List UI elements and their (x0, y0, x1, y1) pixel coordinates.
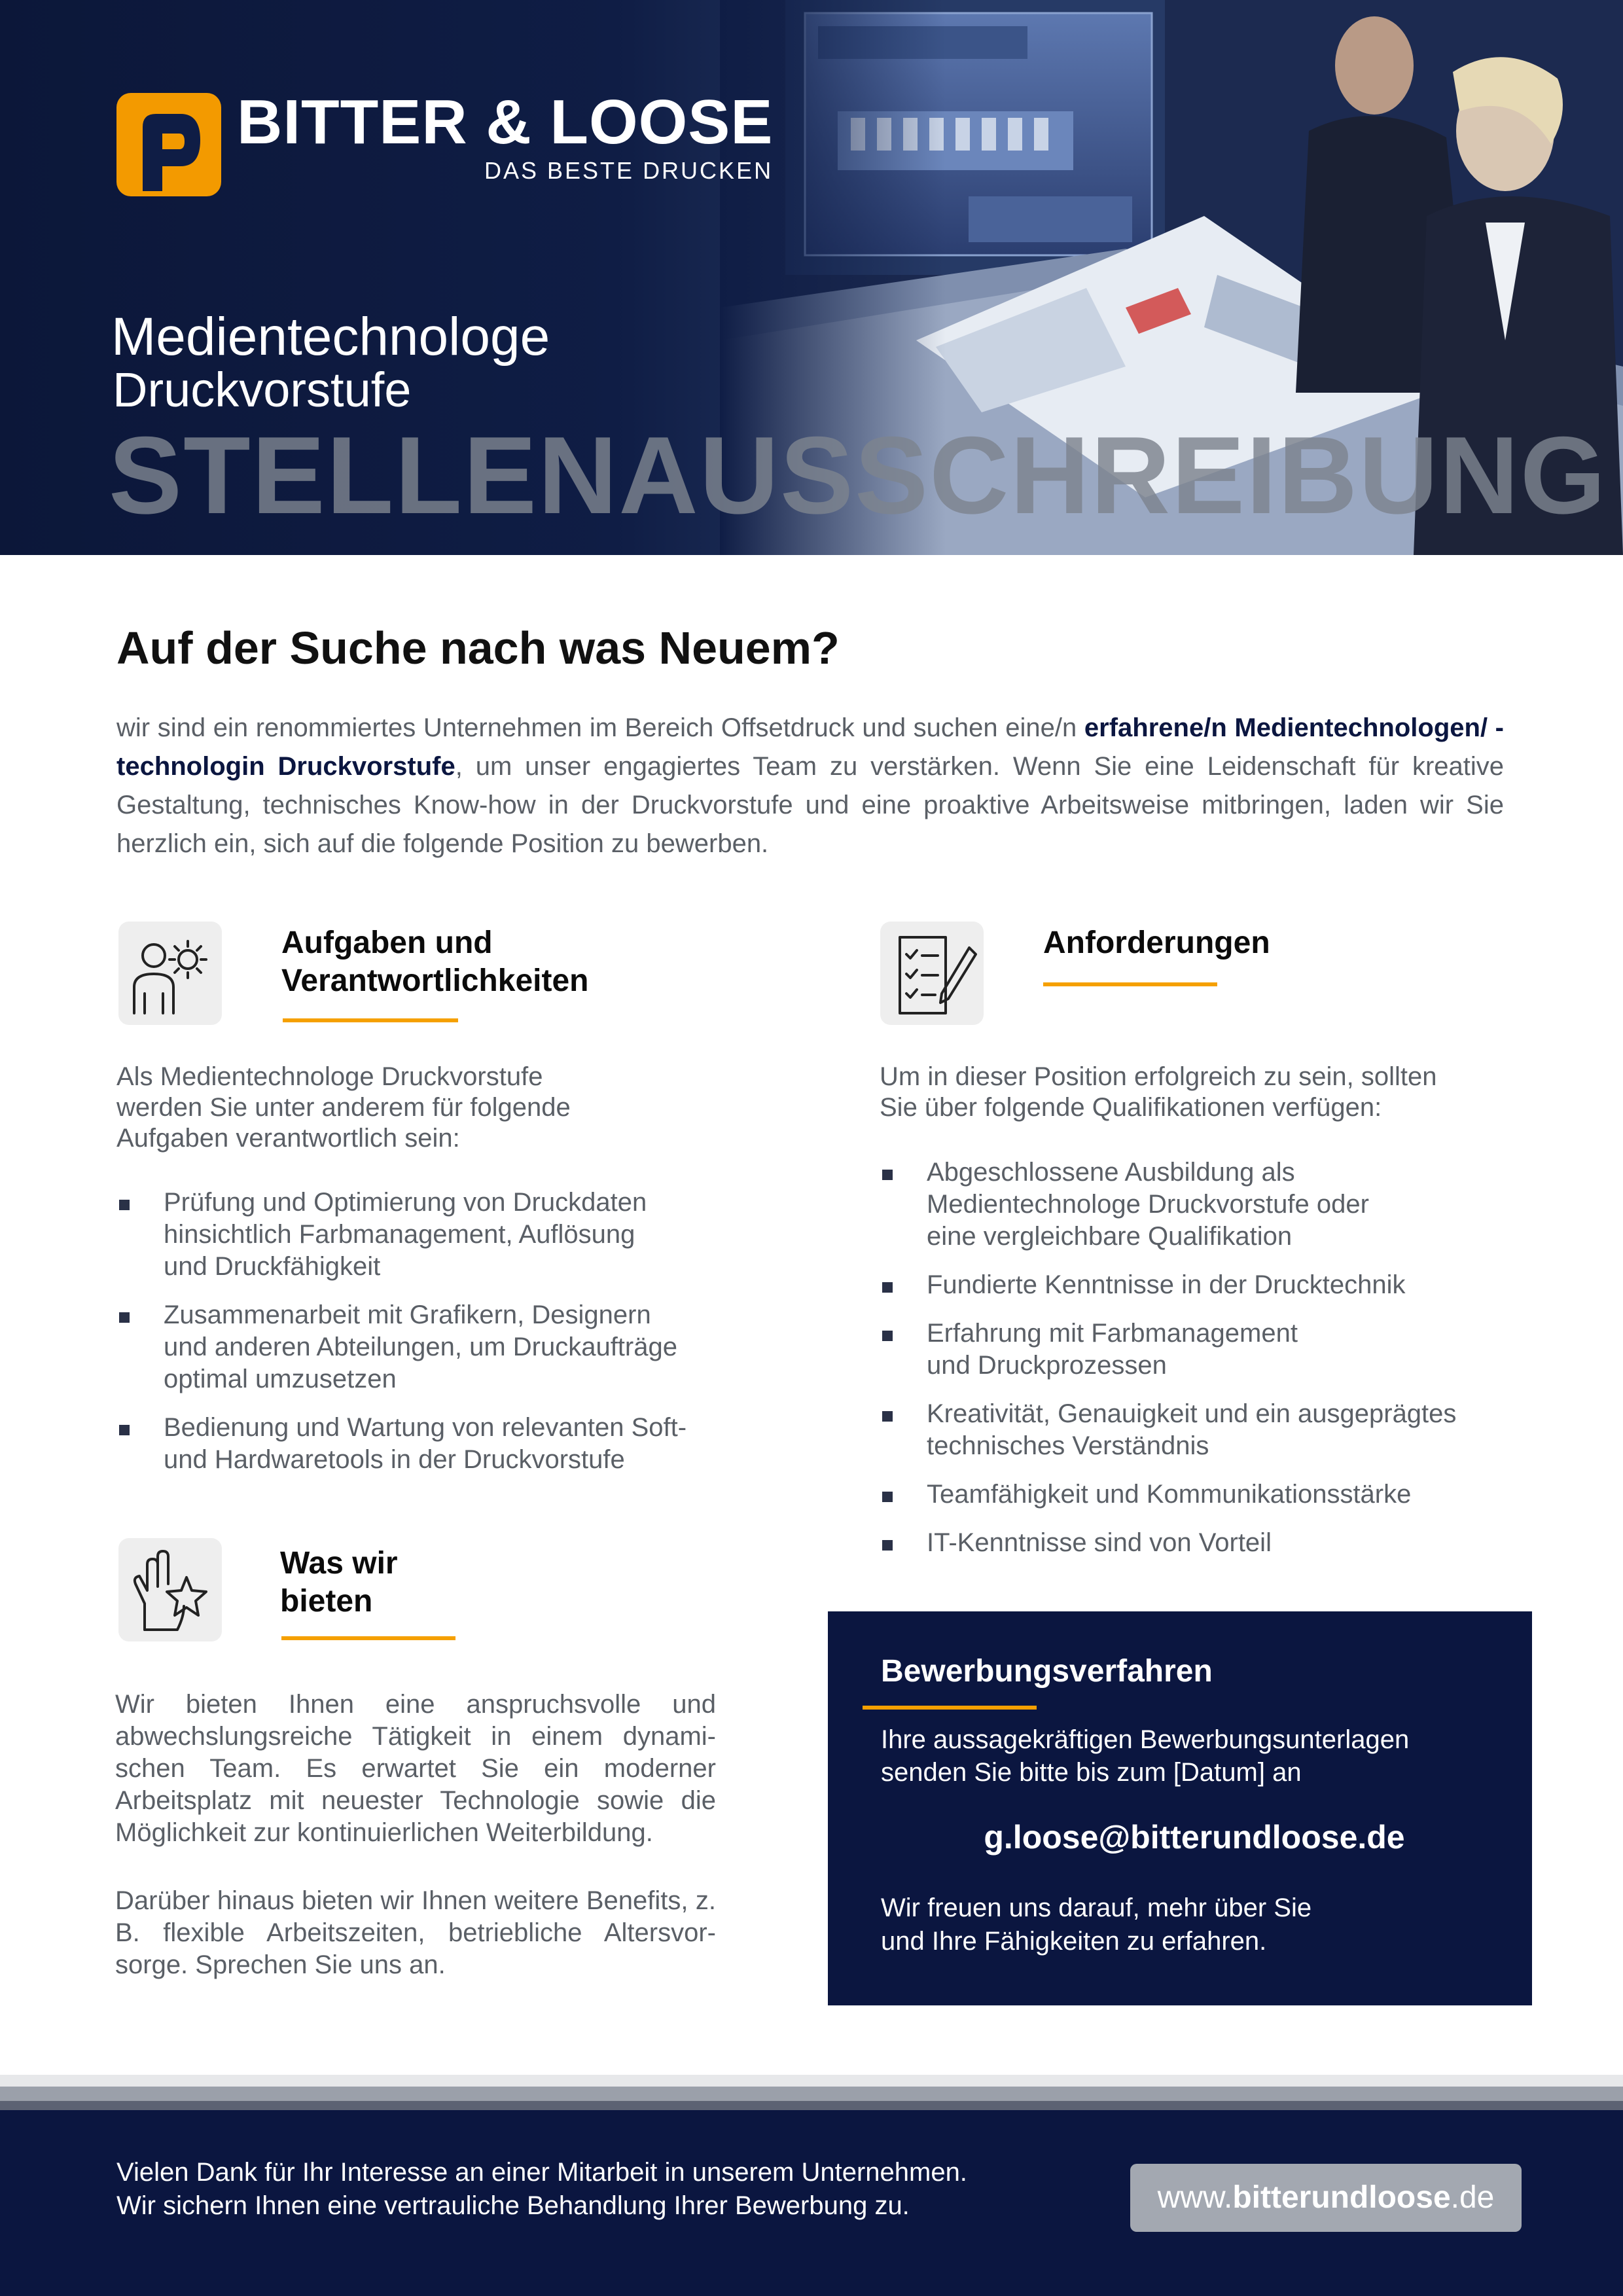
tasks-heading: Aufgaben und Verantwortlichkeiten (281, 925, 589, 998)
list-item: Kreativität, Genauigkeit und ein ausgeprägtes technisches Verständnis (880, 1398, 1534, 1462)
offer-underline (281, 1636, 455, 1640)
job-title-line2: Druckvorstufe (113, 363, 412, 417)
person-gear-icon (118, 922, 222, 1025)
header-banner (0, 0, 1623, 555)
offer-paragraph-2: Darüber hinaus bieten wir Ihnen weitere Benefits, z. B. flexible Arbeitszeiten, betriebliche Altersvorsorge. Sprechen Sie uns an. (115, 1886, 716, 1979)
requirements-list (880, 1157, 1534, 1575)
hand-star-icon (118, 1538, 222, 1641)
requirements-intro: Um in dieser Position erfolgreich zu sein, sollten Sie über folgende Qualifikationen verfügen: (880, 1062, 1437, 1122)
list-item: Abgeschlossene Ausbildung als Medientechnologe Druckvorstufe oder eine vergleichbare Qualifikation (880, 1157, 1534, 1253)
application-text: Ihre aussagekräftigen Bewerbungsunterlagen senden Sie bitte bis zum [Datum] an (881, 1725, 1410, 1787)
list-item: Zusammenarbeit mit Grafikern, Designern und anderen Abteilungen, um Druckaufträge optimal umzusetzen (116, 1299, 745, 1395)
company-name: BITTER & LOOSE (237, 87, 774, 157)
intro-highlight: erfahrene/n Medientechnologen/ -technologin Druckvorstufe (116, 713, 1505, 781)
offer-paragraph-1: Wir bieten Ihnen eine anspruchsvolle und abwechslungsreiche Tätigkeit in einem dynamischen Team. Es erwartet Sie ein moderner Arbeitsplatz mit neuester Technologie sowie die Möglichkeit zur kontinuierlichen Weiterbildung. (115, 1690, 716, 1847)
footer-stripe (0, 2087, 1623, 2101)
footer-stripe (0, 2075, 1623, 2087)
intro-paragraph: wir sind ein renommiertes Unternehmen im Bereich Offsetdruck und suchen eine/n erfahrene/n Medientechnologen/ -technologin Druckvorstufe, um unser engagiertes Team zu verstärken. Wenn Sie eine Leidenschaft für kreative Gestaltung, technisches Know-how in der Druckvorstufe und eine proaktive Arbeitsweise mitbringen, laden wir Sie herzlich ein, sich auf die folgende Position zu bewerben. (116, 713, 1505, 858)
offer-heading: Was wir bieten (280, 1546, 398, 1619)
list-item: Erfahrung mit Farbmanagement und Druckprozessen (880, 1318, 1534, 1382)
list-item: IT-Kenntnisse sind von Vorteil (880, 1527, 1534, 1559)
company-tagline: DAS BESTE DRUCKEN (484, 157, 774, 184)
company-logo-icon (116, 93, 221, 196)
job-title-line1: Medientechnologe (111, 307, 550, 367)
requirements-underline (1043, 982, 1217, 986)
list-item: Teamfähigkeit und Kommunikationsstärke (880, 1479, 1534, 1511)
application-heading: Bewerbungsverfahren (881, 1654, 1213, 1689)
tasks-list (116, 1187, 745, 1492)
checklist-pen-icon (880, 922, 984, 1025)
application-closing-text: Wir freuen uns darauf, mehr über Sie und Ihre Fähigkeiten zu erfahren. (881, 1893, 1312, 1956)
application-underline (863, 1706, 1037, 1710)
footer-text: Vielen Dank für Ihr Interesse an einer Mitarbeit in unserem Unternehmen. Wir sichern Ihnen eine vertrauliche Behandlung Ihrer Bewerbung zu. (116, 2158, 967, 2220)
list-item: Prüfung und Optimierung von Druckdaten hinsichtlich Farbmanagement, Auflösung und Druckfähigkeit (116, 1187, 745, 1283)
tasks-underline (283, 1018, 458, 1022)
footer-stripe (0, 2101, 1623, 2110)
list-item: Fundierte Kenntnisse in der Drucktechnik (880, 1269, 1534, 1301)
page-title: STELLENAUSSCHREIBUNG (109, 414, 1607, 537)
intro-heading: Auf der Suche nach was Neuem? (116, 622, 840, 673)
list-item: Bedienung und Wartung von relevanten Soft- und Hardwaretools in der Druckvorstufe (116, 1412, 745, 1476)
application-email-link[interactable]: g.loose@bitterundloose.de (984, 1819, 1405, 1856)
website-link-button[interactable]: www.bitterundloose.de (1130, 2164, 1522, 2232)
requirements-heading: Anforderungen (1043, 925, 1270, 960)
tasks-intro: Als Medientechnologe Druckvorstufe werden Sie unter anderem für folgende Aufgaben verantwortlich sein: (116, 1062, 571, 1153)
